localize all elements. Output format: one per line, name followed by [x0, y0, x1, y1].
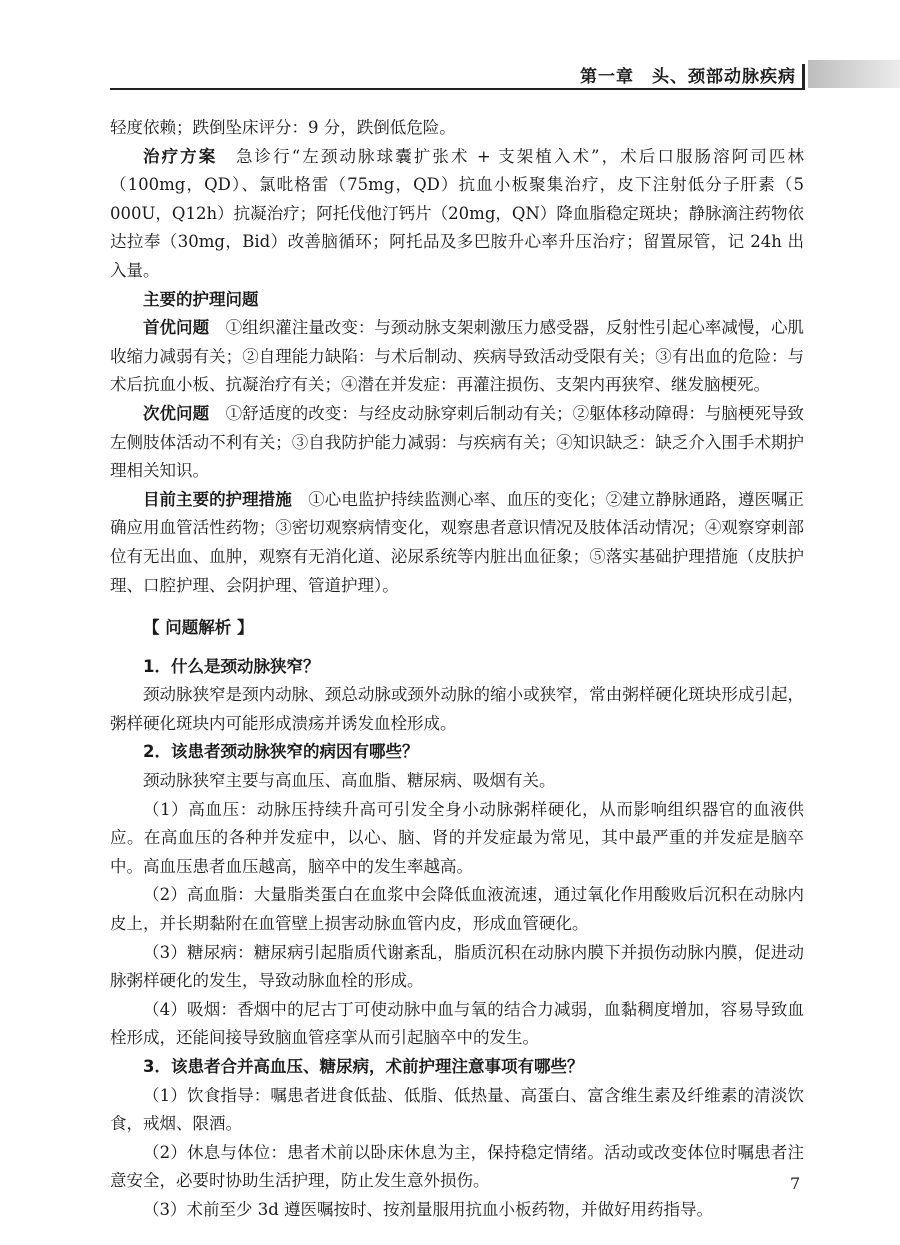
treatment-label: 治疗方案 [143, 146, 218, 166]
question-2-item: （1）高血压：动脉压持续升高可引发全身小动脉粥样硬化，从而影响组织器官的血液供应。在高血压的各种并发症中，以心、脑、肾的并发症最为常见，其中最严重的并发症是脑卒中。高血压患者血压越高，脑卒中的发生率越高。 [110, 799, 804, 876]
header-tick-mark [802, 64, 805, 90]
nursing-problems-heading: 主要的护理问题 [143, 289, 259, 309]
treatment-paragraph [110, 143, 804, 286]
question-1-title: 1．什么是颈动脉狭窄？ [143, 656, 320, 676]
measures-paragraph [110, 486, 804, 600]
running-header [0, 0, 900, 100]
question-2-item: （2）高血脂：大量脂类蛋白在血浆中会降低血液流速，通过氧化作用酸败后沉积在动脉内皮上，并长期黏附在血管壁上损害动脉血管内皮，形成血管硬化。 [110, 885, 804, 934]
question-2-item: （3）糖尿病：糖尿病引起脂质代谢紊乱，脂质沉积在动脉内膜下并损伤动脉内膜，促进动脉粥样硬化的发生，导致动脉血栓的形成。 [110, 942, 804, 991]
question-1-answer: 颈动脉狭窄是颈内动脉、颈总动脉或颈外动脉的缩小或狭窄，常由粥样硬化斑块形成引起，粥样硬化斑块内可能形成溃疡并诱发血栓形成。 [110, 685, 804, 733]
treatment-text: 急诊行“左颈动脉球囊扩张术 + 支架植入术”，术后口服肠溶阿司匹林（100mg，QD）、氯吡格雷（75mg，QD）抗血小板聚集治疗，皮下注射低分子肝素（5 000U，Q12h）抗凝治疗；阿托伐他汀钙片（20mg，QN）降血脂稳定斑块；静脉滴注药物依达拉奉（30mg，Bid）改善脑循环；阿托品及多巴胺升心率升压治疗；留置尿管，记 24h 出入量。 [110, 146, 805, 280]
measures-text: ①心电监护持续监测心率、血压的变化；②建立静脉通路，遵医嘱正确应用血管活性药物；③密切观察病情变化，观察患者意识情况及肢体活动情况；④观察穿刺部位有无出血、血肿，观察有无消化道、泌尿系统等内脏出血征象；⑤落实基础护理措施（皮肤护理、口腔护理、会阴护理、管道护理）。 [110, 489, 805, 595]
question-3-item: （1）饮食指导：嘱患者进食低盐、低脂、低热量、高蛋白、富含维生素及纤维素的清淡饮食，戒烟、限酒。 [110, 1085, 804, 1134]
analysis-heading: 【 问题解析 】 [143, 618, 254, 638]
header-gradient-bar [808, 60, 900, 88]
primary-problems-paragraph [110, 314, 804, 400]
primary-label: 首优问题 [143, 318, 210, 338]
secondary-text: ①舒适度的改变：与经皮动脉穿刺后制动有关；②躯体移动障碍：与脑梗死导致左侧肢体活动不利有关；③自我防护能力减弱：与疾病有关；④知识缺乏：缺乏介入围手术期护理相关知识。 [110, 403, 805, 481]
intro-paragraph: 轻度依赖；跌倒坠床评分：9 分，跌倒低危险。 [110, 118, 456, 137]
question-3-item: （3）术前至少 3d 遵医嘱按时、按剂量服用抗血小板药物，并做好用药指导。 [143, 1199, 714, 1219]
question-2-title: 2．该患者颈动脉狭窄的病因有哪些？ [143, 742, 419, 762]
primary-text: ①组织灌注量改变：与颈动脉支架刺激压力感受器，反射性引起心率减慢，心肌收缩力减弱有关；②自理能力缺陷：与术后制动、疾病导致活动受限有关；③有出血的危险：与术后抗血小板、抗凝治疗有关；④潜在并发症：再灌注损伤、支架内再狭窄、继发脑梗死。 [110, 318, 805, 395]
question-3-title: 3．该患者合并高血压、糖尿病，术前护理注意事项有哪些？ [143, 1057, 584, 1076]
page-body [110, 114, 804, 1225]
question-2-intro: 颈动脉狭窄主要与高血压、高血脂、糖尿病、吸烟有关。 [143, 771, 556, 791]
question-2-item: （4）吸烟：香烟中的尼古丁可使动脉中血与氧的结合力减弱，血黏稠度增加，容易导致血栓形成，还能间接导致脑血管痉挛从而引起脑卒中的发生。 [110, 999, 804, 1048]
header-rule [110, 88, 804, 90]
secondary-problems-paragraph [110, 400, 804, 486]
question-3-item: （2）休息与体位：患者术前以卧床休息为主，保持稳定情绪。活动或改变体位时嘱患者注意安全，必要时协助生活护理，防止发生意外损伤。 [110, 1142, 804, 1191]
measures-label: 目前主要的护理措施 [143, 489, 292, 509]
secondary-label: 次优问题 [143, 403, 210, 423]
page-number: 7 [790, 1174, 801, 1193]
chapter-title: 第一章 头、颈部动脉疾病 [580, 67, 796, 87]
